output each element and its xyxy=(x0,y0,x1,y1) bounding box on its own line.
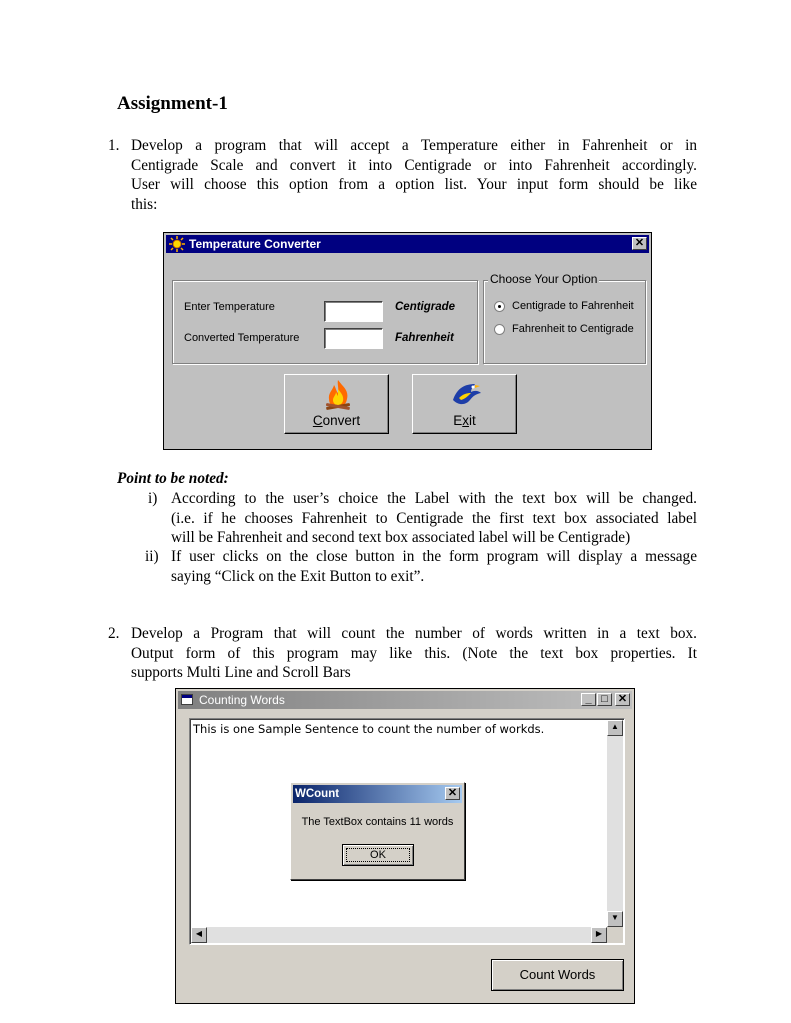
scroll-down-button[interactable] xyxy=(607,911,623,927)
note-2-line-1: If user clicks on the close button in the form program will display a message xyxy=(171,548,697,565)
counting-words-window xyxy=(175,688,635,1004)
unit-label-bottom: Fahrenheit xyxy=(395,332,454,344)
arrow-down-icon: ▼ xyxy=(611,913,619,922)
q1-line-3: User will choose this option from a option list. Your input form should be like xyxy=(131,176,697,193)
scroll-up-button[interactable] xyxy=(607,720,623,736)
question-2-text xyxy=(131,624,697,683)
window-title: Temperature Converter xyxy=(189,237,321,251)
close-icon: ✕ xyxy=(447,787,458,799)
scroll-right-button[interactable] xyxy=(591,927,607,943)
radio-unselected[interactable] xyxy=(494,324,505,335)
close-button[interactable] xyxy=(615,693,630,706)
enter-temperature-input[interactable] xyxy=(324,301,383,322)
convert-button-label: Convert xyxy=(312,413,361,428)
arrow-left-icon: ◀ xyxy=(195,929,203,938)
window-title: Counting Words xyxy=(199,693,285,707)
note-2-text xyxy=(171,547,697,586)
option-label: Fahrenheit to Centigrade xyxy=(512,323,634,335)
arrow-up-icon: ▲ xyxy=(611,722,619,731)
converted-temperature-label: Converted Temperature xyxy=(184,332,300,344)
note-1-marker: i) xyxy=(148,490,158,507)
scrollbar-corner xyxy=(607,927,623,943)
dialog-title: WCount xyxy=(295,788,340,800)
temperature-converter-titlebar xyxy=(166,235,649,253)
bird-icon xyxy=(449,378,483,410)
counting-words-titlebar xyxy=(178,691,632,709)
note-1-line-3: will be Fahrenheit and second text box associated label will be Centigrade) xyxy=(171,529,631,546)
window-app-icon xyxy=(181,694,193,705)
question-1-number: 1. xyxy=(108,137,120,154)
q1-line-1: Develop a program that will accept a Temperature either in Fahrenheit or in xyxy=(131,137,697,154)
note-1-line-2: (i.e. if he chooses Fahrenheit to Centigrade the first text box associated label xyxy=(171,509,697,527)
note-2-line-2: saying “Click on the Exit Button to exit”. xyxy=(171,567,425,585)
converted-temperature-input[interactable] xyxy=(324,328,383,349)
close-icon: ✕ xyxy=(617,693,628,705)
count-words-button[interactable]: Count Words xyxy=(491,959,624,991)
q2-line-2: Output form of this program may like this. (Note the text box properties. It xyxy=(131,644,697,662)
wcount-dialog xyxy=(290,782,465,880)
option-group-title: Choose Your Option xyxy=(490,272,598,286)
dialog-titlebar xyxy=(293,785,462,803)
q1-line-4: this: xyxy=(131,195,158,213)
temperature-input-group xyxy=(172,280,478,364)
fire-icon xyxy=(321,378,355,410)
exit-button[interactable] xyxy=(412,374,517,434)
q2-line-3: supports Multi Line and Scroll Bars xyxy=(131,664,351,681)
close-icon: ✕ xyxy=(634,237,645,249)
option-label: Centigrade to Fahrenheit xyxy=(512,300,634,312)
option-group xyxy=(483,272,646,364)
textbox-content: This is one Sample Sentence to count the number of workds. xyxy=(193,722,545,736)
dialog-message: The TextBox contains 11 words xyxy=(301,816,454,828)
vertical-scrollbar[interactable] xyxy=(607,720,623,927)
sun-app-icon xyxy=(169,236,185,252)
note-1-line-1: According to the user’s choice the Label with the text box will be changed. xyxy=(171,490,697,507)
notes-title: Point to be noted: xyxy=(117,470,229,487)
question-1-text xyxy=(131,136,697,214)
minimize-button[interactable] xyxy=(581,693,596,706)
ok-button[interactable] xyxy=(342,844,414,866)
close-button[interactable] xyxy=(632,237,647,250)
q2-line-1: Develop a Program that will count the number of words written in a text box. xyxy=(131,625,697,642)
enter-temperature-label: Enter Temperature xyxy=(184,301,275,313)
note-2-marker: ii) xyxy=(145,548,159,565)
temperature-converter-window xyxy=(163,232,652,450)
dialog-close-button[interactable] xyxy=(445,787,460,800)
exit-button-label: Exit xyxy=(453,413,476,428)
note-1-text xyxy=(171,489,697,548)
maximize-icon: □ xyxy=(601,693,608,705)
horizontal-scrollbar[interactable] xyxy=(191,927,607,943)
arrow-right-icon: ▶ xyxy=(595,929,603,938)
page-title: Assignment-1 xyxy=(117,93,228,114)
minimize-icon: _ xyxy=(585,693,592,705)
scroll-left-button[interactable] xyxy=(191,927,207,943)
convert-button[interactable] xyxy=(284,374,389,434)
q1-line-2: Centigrade Scale and convert it into Centigrade or into Fahrenheit accordingly. xyxy=(131,156,697,174)
unit-label-top: Centigrade xyxy=(395,301,456,313)
question-2-number: 2. xyxy=(108,625,120,642)
radio-selected[interactable] xyxy=(494,301,505,312)
ok-button-label: OK xyxy=(346,848,410,862)
maximize-button[interactable] xyxy=(597,693,612,706)
